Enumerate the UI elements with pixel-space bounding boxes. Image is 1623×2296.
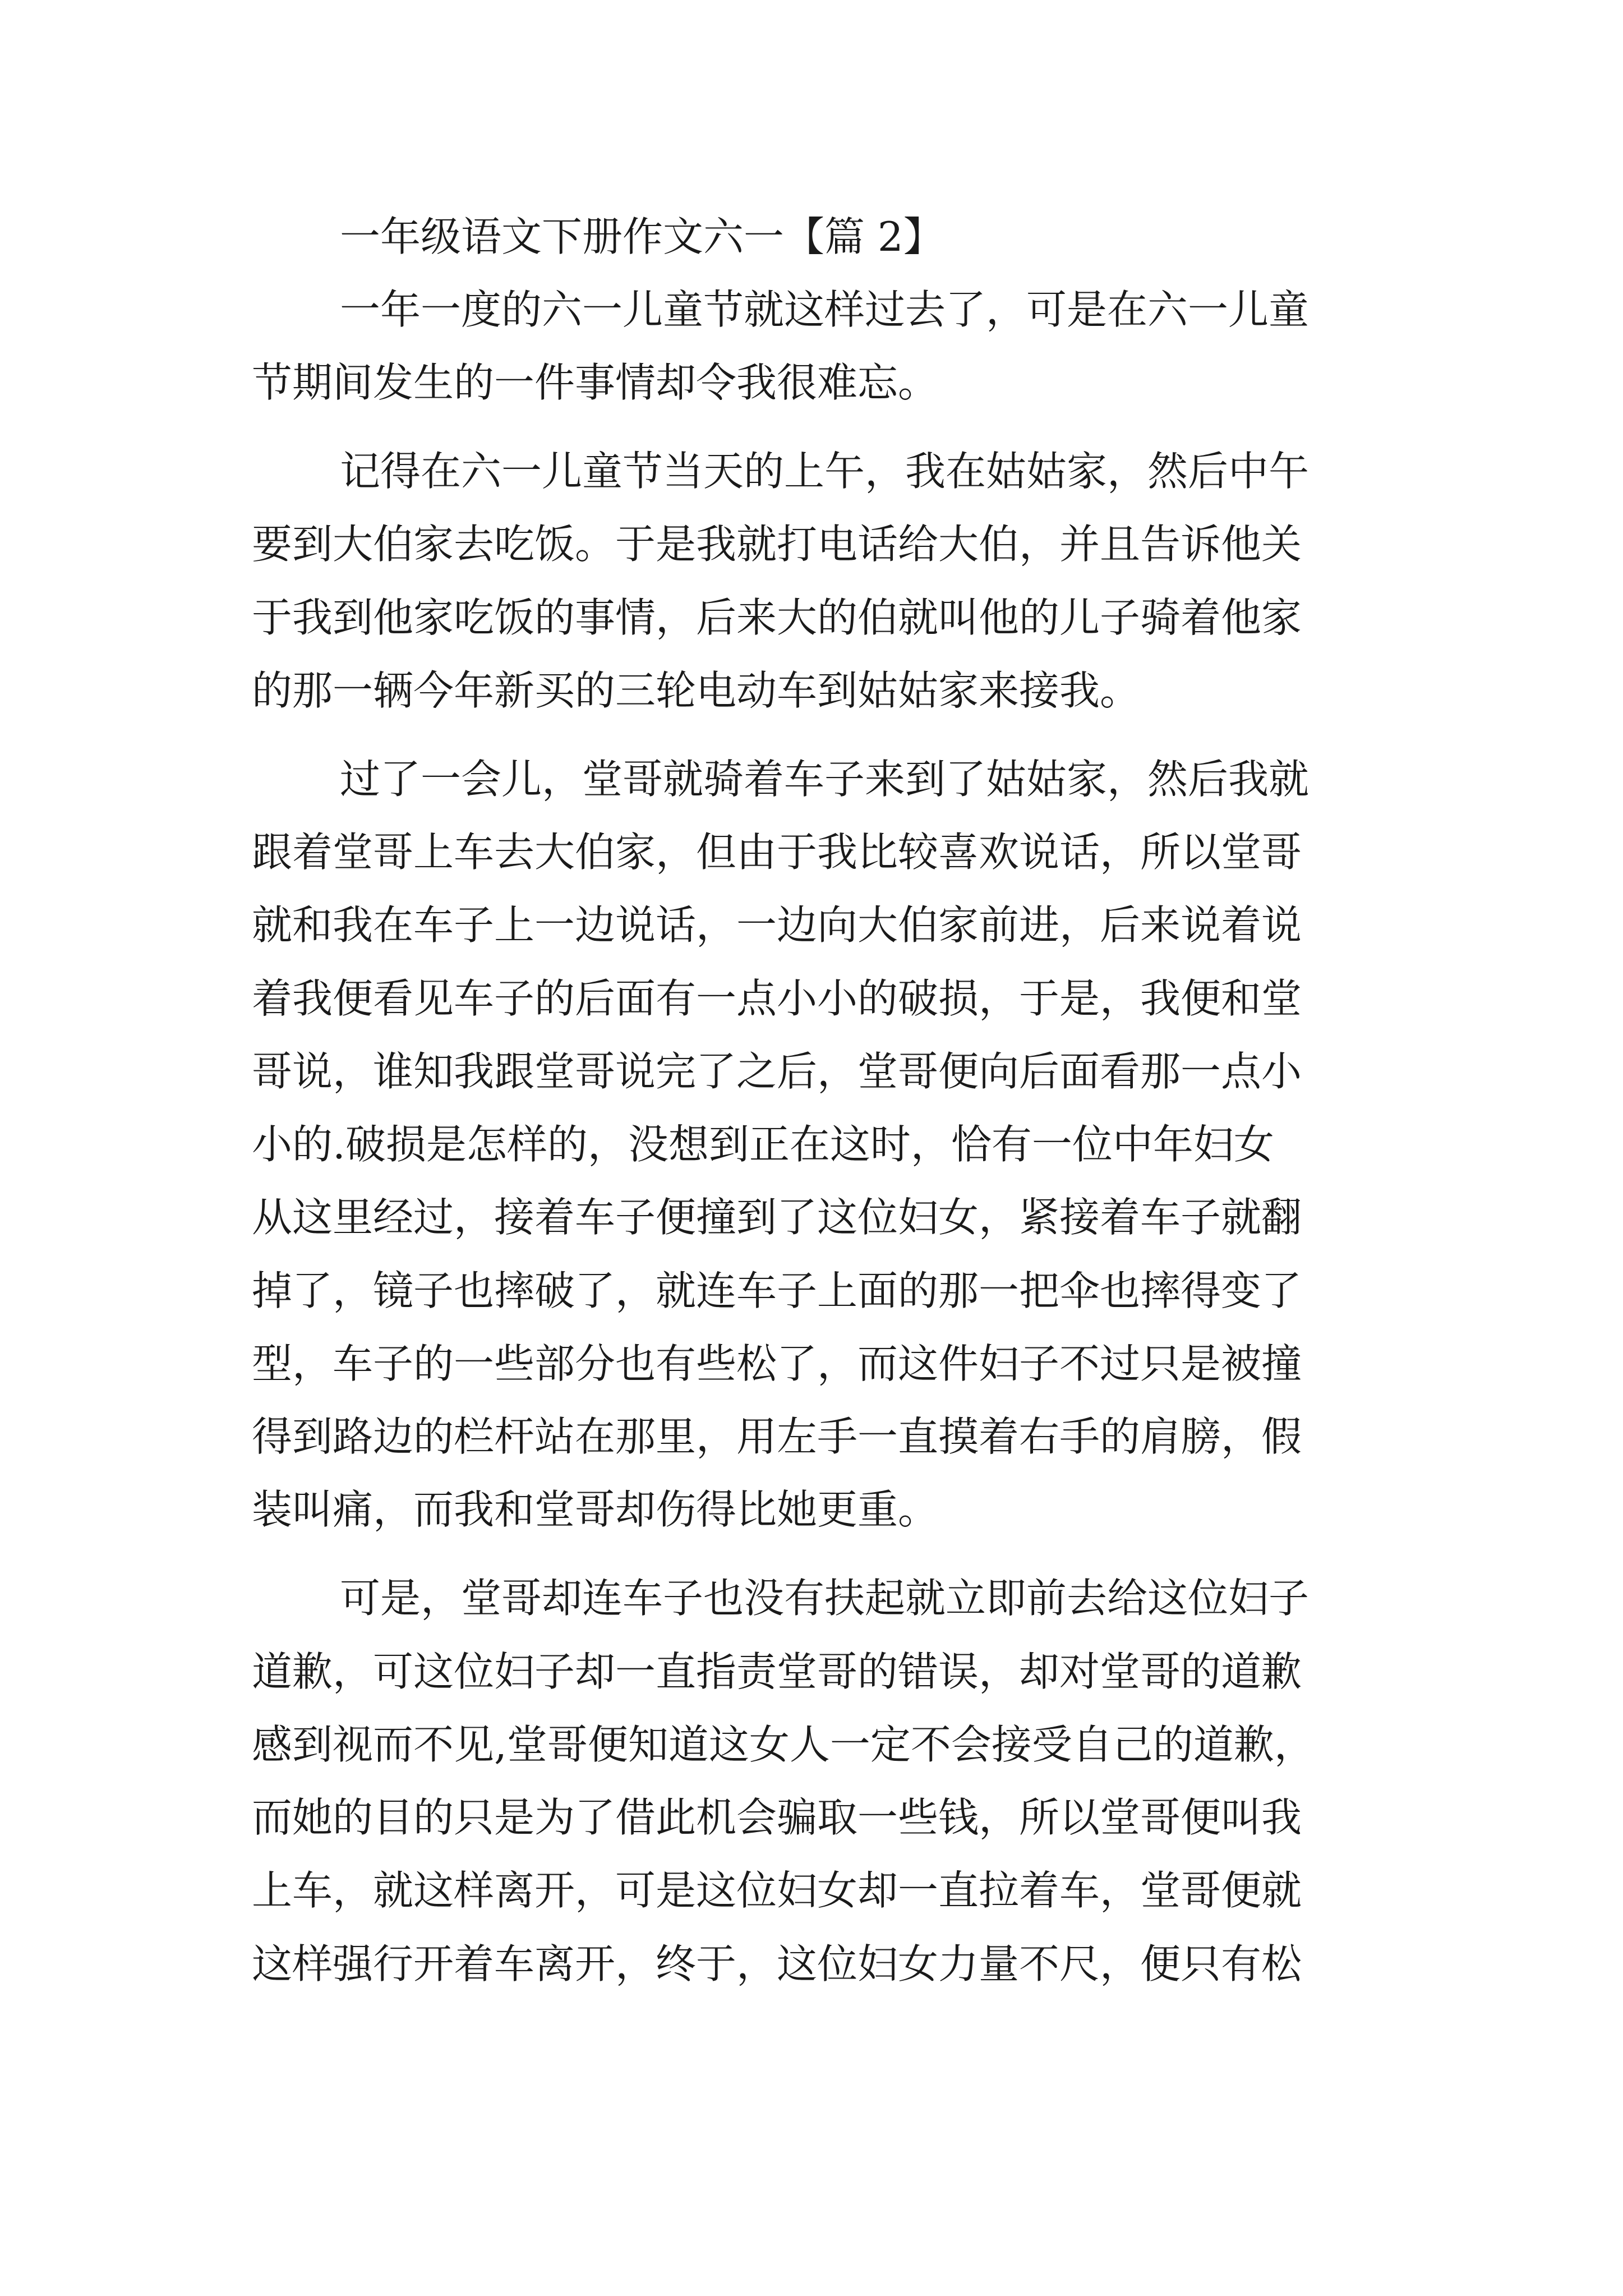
paragraph-4-line-1: 可是，堂哥却连车子也没有扶起就立即前去给这位妇子 (340, 1575, 1310, 1622)
paragraph-3-line-6: 小的.破损是怎样的，没想到正在这时，恰有一位中年妇女 (252, 1121, 1274, 1168)
paragraph-3-line-5: 哥说，谁知我跟堂哥说完了之后，堂哥便向后面看那一点小 (252, 1048, 1302, 1095)
paragraph-3-line-3: 就和我在车子上一边说话，一边向大伯家前进，后来说着说 (252, 901, 1302, 949)
paragraph-3-line-9: 型，车子的一些部分也有些松了，而这件妇子不过只是被撞 (252, 1340, 1302, 1387)
paragraph-2-line-3: 于我到他家吃饭的事情，后来大的伯就叫他的儿子骑着他家 (252, 594, 1302, 641)
paragraph-3-line-8: 掉了，镜子也摔破了，就连车子上面的那一把伞也摔得变了 (252, 1267, 1302, 1314)
paragraph-2-line-1: 记得在六一儿童节当天的上午，我在姑姑家，然后中午 (340, 448, 1310, 495)
paragraph-4-line-6: 这样强行开着车离开，终于，这位妇女力量不尺，便只有松 (252, 1940, 1302, 1987)
paragraph-2-line-2: 要到大伯家去吃饭。于是我就打电话给大伯，并且告诉他关 (252, 521, 1302, 568)
paragraph-3-line-2: 跟着堂哥上车去大伯家，但由于我比较喜欢说话，所以堂哥 (252, 829, 1302, 876)
paragraph-3-line-11: 装叫痛，而我和堂哥却伤得比她更重。 (252, 1486, 939, 1533)
paragraph-4-line-5: 上车，就这样离开，可是这位妇女却一直拉着车，堂哥便就 (252, 1867, 1302, 1914)
paragraph-4-line-4: 而她的目的只是为了借此机会骗取一些钱，所以堂哥便叫我 (252, 1794, 1302, 1841)
paragraph-1-line-2: 节期间发生的一件事情却令我很难忘。 (252, 359, 939, 406)
document-title: 一年级语文下册作文六一【篇 2】 (340, 213, 944, 260)
paragraph-3-line-7: 从这里经过，接着车子便撞到了这位妇女，紧接着车子就翻 (252, 1194, 1302, 1241)
paragraph-2-line-4: 的那一辆今年新买的三轮电动车到姑姑家来接我。 (252, 667, 1141, 714)
paragraph-4-line-3: 感到视而不见,堂哥便知道这女人一定不会接受自己的道歉， (252, 1721, 1315, 1768)
paragraph-1-line-1: 一年一度的六一儿童节就这样过去了，可是在六一儿童 (340, 286, 1310, 333)
paragraph-3-line-10: 得到路边的栏杆站在那里，用左手一直摸着右手的肩膀，假 (252, 1413, 1302, 1460)
paragraph-3-line-4: 着我便看见车子的后面有一点小小的破损，于是，我便和堂 (252, 975, 1302, 1022)
paragraph-3-line-1: 过了一会儿，堂哥就骑着车子来到了姑姑家，然后我就 (340, 756, 1310, 803)
paragraph-4-line-2: 道歉，可这位妇子却一直指责堂哥的错误，却对堂哥的道歉 (252, 1648, 1302, 1695)
